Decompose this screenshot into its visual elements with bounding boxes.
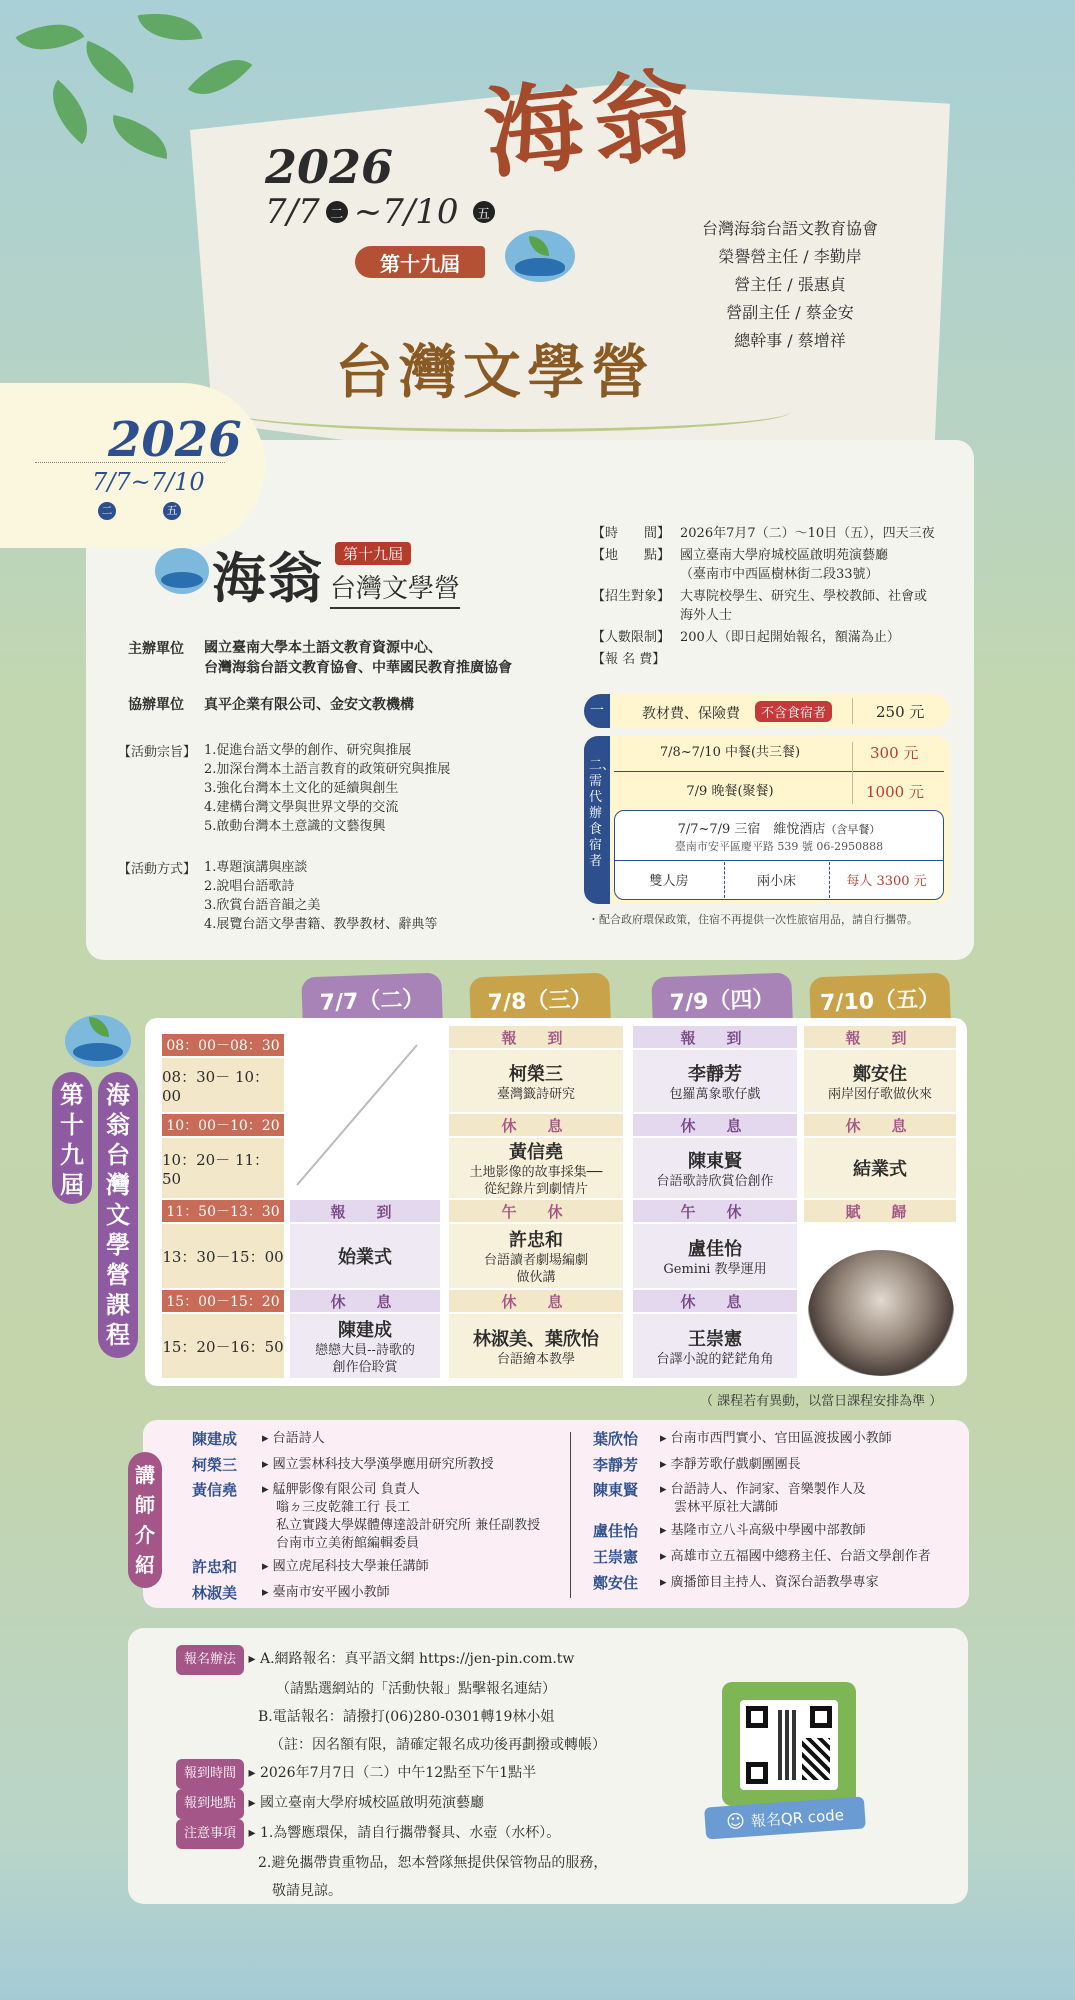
- day-tab-4: 7/10（五）: [809, 973, 951, 1026]
- whale-logo-small-icon: [155, 548, 209, 594]
- speaker-right-desc: ▸ 台南市西門實小、官田區渡拔國小教師: [660, 1431, 892, 1446]
- time-slot: 15：20－16：50: [162, 1314, 284, 1378]
- speaker-right-name: 葉欣怡: [593, 1430, 639, 1448]
- purpose-item: 1.促進台語文學的創作、研究與推展: [204, 743, 412, 758]
- d3-break-label: 休 息: [680, 1116, 750, 1135]
- speaker-desc-line: 國立雲林科技大學漢學應用研究所教授: [272, 1457, 494, 1472]
- header-title: 台灣文學營: [335, 338, 656, 406]
- speaker-desc-line: 嗡ㄉ三皮乾雜工行 長工: [276, 1500, 411, 1515]
- fee-part1-num: 一: [584, 694, 610, 728]
- organizer: [204, 638, 512, 678]
- method-list: [204, 858, 437, 934]
- detail-value: 大專院校學生、研究生、學校教師、社會或: [680, 589, 928, 604]
- d2-session-4: [449, 1314, 623, 1378]
- whale-logo-schedule-icon: [65, 1015, 131, 1067]
- d4-return-label: 賦 歸: [845, 1202, 915, 1221]
- detail-label: 【人數限制】: [592, 630, 671, 645]
- method-item: 1.專題演講與座談: [204, 860, 308, 875]
- purpose-item: 5.啟動台灣本土意識的文藝復興: [204, 819, 386, 834]
- co-organizer-label: 協辦單位: [128, 697, 184, 713]
- badge-divider: [35, 462, 225, 463]
- detail-row: [592, 650, 962, 669]
- room-price: 每人 3300 元: [846, 874, 927, 889]
- detail-label: 【時 間】: [592, 526, 671, 541]
- d2-session-3: [449, 1224, 623, 1288]
- schedule-side-title-1: 第十九屆: [52, 1072, 92, 1204]
- speaker-right-desc: ▸ 李靜芳歌仔戲劇團團長: [660, 1457, 801, 1472]
- speaker-right-desc: ▸ 台語詩人、作詞家、音樂製作人及 雲林平原社大講師: [660, 1482, 866, 1515]
- time-slot: 11：50－13：30: [162, 1200, 284, 1222]
- speaker-left-name: 陳建成: [192, 1430, 238, 1448]
- time-slot: 08：00－08：30: [162, 1034, 284, 1056]
- d2-checkin: [449, 1026, 623, 1048]
- fee-part2-label: 二、需代辦食宿者: [589, 758, 616, 869]
- speaker-left-name: 許忠和: [192, 1558, 238, 1576]
- registration-info: 報名辦法 ▸ A.網路報名：真平語文網 https://jen-pin.com.tw （請點選網站的「活動快報」點擊報名連結） B.電話報名：請撥打(06)280-0301轉19林小姐 （註：因名額有限，請確定報名成功後再劃撥或轉帳） 報到時間 ▸ 2026年7月7日（二）中午12點至下午1點半 報到地點 ▸ 國立臺南大學府城校區啟明苑演藝廳 注意事項 ▸ 1.為響應環保，請自行攜帶餐具、水壺（水杯）。 2.避免攜帶貴重物品，恕本營隊無提供保管物品的服務， 敬請見諒。: [176, 1645, 607, 1905]
- event-details: [592, 524, 962, 669]
- org-line: 營主任 / 張惠貞: [734, 275, 846, 294]
- d4-session-1: [804, 1050, 956, 1112]
- time-tag: 報到時間: [176, 1759, 244, 1789]
- detail-row: [592, 524, 962, 543]
- session-topic: 土地影像的故事採集──: [469, 1165, 603, 1180]
- method-tag: 報名辦法: [176, 1645, 244, 1675]
- org-line: 總幹事 / 蔡增祥: [734, 331, 846, 350]
- method-line: （註：因名額有限，請確定報名成功後再劃撥或轉帳）: [270, 1737, 606, 1753]
- session-topic: Gemini 教學運用: [663, 1261, 767, 1277]
- session-topic: 戀戀大員--詩歌的創作佮聆賞: [315, 1343, 415, 1375]
- d1-opening-label: 始業式: [338, 1247, 392, 1268]
- speaker-right-name: 王崇憲: [593, 1548, 639, 1566]
- d3-checkin-label: 報 到: [680, 1028, 750, 1047]
- d3-session-4: [633, 1314, 797, 1378]
- whale-logo-icon: [505, 230, 575, 282]
- speaker-right-name: 陳東賢: [593, 1481, 639, 1499]
- day-tab-2: 7/8（三）: [469, 973, 611, 1026]
- d3-checkin: [633, 1026, 797, 1048]
- notice-tag: 注意事項: [176, 1819, 244, 1849]
- detail-value: 國立臺南大學府城校區啟明苑演藝廳: [680, 548, 889, 563]
- session-topic: 兩岸囡仔歌做伙來: [827, 1086, 932, 1102]
- d2-session-1: [449, 1050, 623, 1112]
- speakers-title: 講師介紹: [128, 1452, 162, 1588]
- d4-return: [804, 1200, 956, 1222]
- info-logo-title: 台灣文學營: [330, 568, 460, 609]
- detail-row: [592, 628, 962, 647]
- speaker-desc-line: 臺南市安平國小教師: [272, 1585, 390, 1600]
- fee-dinner: 7/9 晚餐(聚餐): [686, 784, 774, 799]
- date-end: ~7/10: [353, 192, 459, 232]
- method-item: 3.欣賞台語音韻之美: [204, 898, 321, 913]
- badge-day1: 二: [98, 502, 116, 520]
- day-tab-1: 7/7（二）: [301, 973, 443, 1026]
- d3-session-2: [633, 1138, 797, 1198]
- speaker-right-desc: ▸ 基隆市立八斗高級中學國中部教師: [660, 1523, 866, 1538]
- hotel-note: （含早餐）: [825, 823, 881, 836]
- weekday-end: 五: [473, 201, 495, 223]
- organizer-label: 主辦單位: [128, 641, 184, 657]
- purpose-item: 4.建構台灣文學與世界文學的交流: [204, 800, 399, 815]
- badge-dates: 7/7~7/10: [92, 468, 205, 496]
- detail-label: 【報 名 費】: [592, 652, 666, 667]
- fee-dinner-price: 1000 元: [866, 783, 924, 801]
- header-organizers: [690, 215, 890, 355]
- speaker-name: 陳東賢: [688, 1150, 742, 1172]
- d2-session-2: [449, 1138, 623, 1198]
- d1-checkin: [290, 1200, 440, 1222]
- speaker-desc-line: 私立實踐大學媒體傳達設計研究所 兼任副教授: [276, 1518, 541, 1533]
- fee-part1-price: 250 元: [876, 703, 925, 721]
- time-slot: 13：30－15：00: [162, 1224, 284, 1288]
- d1-session: [290, 1314, 440, 1378]
- qr-label-text: 報名QR code: [750, 1805, 845, 1830]
- time-slot: 10：00－10：20: [162, 1114, 284, 1136]
- d4-break: [804, 1114, 956, 1136]
- speaker-right-name: 鄭安住: [593, 1574, 639, 1592]
- session-ribbon: 第十九屆: [355, 246, 485, 278]
- speakers-divider: [570, 1432, 571, 1598]
- schedule-note: （ 課程若有異動，以當日課程安排為準 ）: [700, 1394, 943, 1409]
- speaker-desc-line: 雲林平原社大講師: [674, 1500, 779, 1515]
- method-line: （請點選網站的「活動快報」點擊報名連結）: [276, 1681, 556, 1697]
- classroom-photo: [808, 1250, 954, 1376]
- speaker-name: 陳建成: [338, 1320, 392, 1341]
- session-topic: 從紀錄片到劇情片: [483, 1182, 588, 1197]
- purpose-item: 2.加深台灣本土語言教育的政策研究與推展: [204, 762, 451, 777]
- smile-icon: ☺: [725, 1810, 746, 1833]
- speaker-name: 李靜芳: [688, 1063, 742, 1085]
- org-line: 營副主任 / 蔡金安: [726, 303, 854, 322]
- checkin-time: 2026年7月7日（二）中午12點至下午1點半: [259, 1765, 537, 1781]
- fee-note: ・配合政府環保政策，住宿不再提供一次性旅宿用品，請自行攜帶。: [588, 913, 918, 926]
- hotel-line: [614, 860, 944, 861]
- notice-line: 1.為響應環保，請自行攜帶餐具、水壺（水杯）。: [259, 1825, 561, 1841]
- speaker-name: 王崇憲: [688, 1328, 742, 1350]
- notice-line: 2.避免攜帶貴重物品，恕本營隊無提供保管物品的服務，: [258, 1855, 608, 1871]
- checkin-place: 國立臺南大學府城校區啟明苑演藝廳: [259, 1795, 484, 1811]
- day-tab-3: 7/9（四）: [651, 973, 793, 1026]
- qr-code[interactable]: [740, 1700, 838, 1790]
- method-line: B.電話報名：請撥打(06)280-0301轉19林小姐: [258, 1709, 555, 1725]
- session-topic: 台語繪本教學: [496, 1351, 575, 1367]
- d1-break-label: 休 息: [330, 1292, 400, 1311]
- d2-break: [449, 1114, 623, 1136]
- detail-row: [592, 587, 962, 625]
- d4-closing: [804, 1138, 956, 1198]
- session-topic: 臺灣籤詩研究: [496, 1086, 575, 1102]
- speaker-left-name: 黃信堯: [192, 1481, 238, 1499]
- organizer-line: 國立臺南大學本土語文教育資源中心、: [204, 640, 442, 656]
- d1-checkin-label: 報 到: [330, 1202, 400, 1221]
- method-label: 【活動方式】: [118, 862, 197, 877]
- d1-opening: [290, 1224, 440, 1288]
- speaker-right-desc: ▸ 廣播節目主持人、資深台語教學專家: [660, 1575, 879, 1590]
- purpose-label: 【活動宗旨】: [118, 745, 197, 760]
- speaker-name: 許忠和: [509, 1230, 563, 1251]
- method-line: A.網路報名：真平語文網 https://jen-pin.com.tw: [259, 1651, 575, 1667]
- speaker-name: 盧佳怡: [688, 1238, 742, 1260]
- speaker-right-name: 李靜芳: [593, 1456, 639, 1474]
- d3-session-3: [633, 1224, 797, 1288]
- speaker-left-desc: ▸ 國立雲林科技大學漢學應用研究所教授: [262, 1457, 494, 1472]
- d3-lunch: [633, 1200, 797, 1222]
- speaker-left-name: 柯榮三: [192, 1456, 238, 1474]
- d4-checkin: [804, 1026, 956, 1048]
- d3-session-1: [633, 1050, 797, 1112]
- method-item: 2.說唱台語歌詩: [204, 879, 295, 894]
- speaker-right-name: 盧佳怡: [593, 1522, 639, 1540]
- detail-label: 【招生對象】: [592, 589, 671, 604]
- room-type: 雙人房: [649, 874, 689, 889]
- time-slot: 08：30－ 10：00: [162, 1058, 284, 1112]
- badge-year: 2026: [108, 412, 242, 468]
- fee-lunch-price: 300 元: [870, 744, 919, 762]
- speaker-name: 柯榮三: [509, 1063, 563, 1085]
- time-slot: 15：00－15：20: [162, 1290, 284, 1312]
- co-organizer: 真平企業有限公司、金安文教機構: [204, 697, 414, 713]
- hotel-title: 7/7~7/9 三宿 維悅酒店: [677, 822, 826, 837]
- hotel-name: [614, 818, 944, 837]
- speaker-desc-line: 國立虎尾科技大學兼任講師: [272, 1559, 429, 1574]
- speaker-desc-line: 李靜芳歌仔戲劇團團長: [670, 1457, 801, 1472]
- org-line: 榮譽營主任 / 李勤岸: [718, 247, 862, 266]
- fee-line: [614, 771, 944, 772]
- empty-slot-diagonal: [292, 1040, 422, 1190]
- fee-part1-tag: 不含食宿者: [755, 701, 832, 722]
- speaker-left-desc: ▸ 台語詩人: [262, 1431, 325, 1446]
- d4-break-label: 休 息: [845, 1116, 915, 1135]
- date-start: 7/7: [265, 192, 320, 232]
- d3-break-2: [633, 1290, 797, 1312]
- header-year: 2026: [265, 140, 394, 194]
- notice-line: 敬請見諒。: [272, 1883, 342, 1899]
- d1-break: [290, 1290, 440, 1312]
- d3-lunch-label: 午 休: [680, 1202, 750, 1221]
- speaker-left-desc: ▸ 臺南市安平國小教師: [262, 1585, 390, 1600]
- leaf-decoration: [76, 41, 144, 93]
- speaker-name: 鄭安住: [853, 1063, 907, 1085]
- d3-break: [633, 1114, 797, 1136]
- d2-break-label: 休 息: [501, 1292, 571, 1311]
- fee-part1-item: 教材費、保險費: [642, 706, 740, 722]
- speaker-desc-line: 台語詩人、作詞家、音樂製作人及: [670, 1482, 866, 1497]
- info-logo-brand: 海翁: [212, 546, 324, 610]
- session-topic: 包羅萬象歌仔戲: [669, 1086, 761, 1102]
- leaf-decoration: [108, 115, 173, 159]
- leaf-decoration: [36, 80, 104, 145]
- speaker-desc-line: 高雄市立五福國中總務主任、台語文學創作者: [670, 1549, 931, 1564]
- weekday-start: 二: [326, 201, 348, 223]
- leaf-decoration: [138, 5, 203, 49]
- speaker-left-desc: ▸ 艋舺影像有限公司 負責人 嗡ㄉ三皮乾雜工行 長工 私立實踐大學媒體傳達設計研究所 兼任副教授 台南市立美術館編輯委員: [262, 1482, 541, 1551]
- purpose-item: 3.強化台灣本土文化的延續與創生: [204, 781, 399, 796]
- header-brand: 海翁: [479, 56, 707, 193]
- speaker-left-name: 林淑美: [192, 1584, 238, 1602]
- detail-value: 海外人士: [680, 608, 733, 623]
- speaker-name: 林淑美、葉欣怡: [473, 1328, 599, 1350]
- session-topic: 台語讀者劇場編劇: [483, 1253, 588, 1268]
- speaker-desc-line: 基隆市立八斗高級中學國中部教師: [670, 1523, 866, 1538]
- detail-row: [592, 546, 962, 584]
- method-item: 4.展覽台語文學書籍、教學教材、辭典等: [204, 917, 438, 932]
- d2-lunch: [449, 1200, 623, 1222]
- detail-label: 【地 點】: [592, 548, 671, 563]
- speaker-desc-line: 廣播節目主持人、資深台語教學專家: [670, 1575, 879, 1590]
- leaf-decoration: [188, 43, 253, 111]
- speaker-desc-line: 台南市西門實小、官田區渡拔國小教師: [670, 1431, 892, 1446]
- info-logo-session: 第十九屆: [335, 542, 411, 565]
- d3-break-label: 休 息: [680, 1292, 750, 1311]
- leaf-decoration: [16, 7, 85, 66]
- d2-break-2: [449, 1290, 623, 1312]
- badge-day2: 五: [163, 502, 181, 520]
- purpose-list: [204, 741, 450, 836]
- schedule-side-title-2: 海翁台灣文學營課程: [98, 1072, 138, 1358]
- fee-lunch: 7/8~7/10 中餐(共三餐): [659, 745, 801, 760]
- session-topic: 做伙講: [516, 1270, 556, 1285]
- fee-divider: [852, 698, 853, 724]
- bed-type: 兩小床: [756, 874, 796, 889]
- speaker-left-desc: ▸ 國立虎尾科技大學兼任講師: [262, 1559, 429, 1574]
- detail-value: 200人（即日起開始報名，額滿為止）: [680, 630, 900, 645]
- d2-checkin-label: 報 到: [501, 1028, 571, 1047]
- speaker-desc-line: 台南市立美術館編輯委員: [276, 1536, 420, 1551]
- d4-checkin-label: 報 到: [845, 1028, 915, 1047]
- org-line: 台灣海翁台語文教育協會: [701, 219, 878, 238]
- speaker-desc-line: 艋舺影像有限公司 負責人: [272, 1482, 420, 1497]
- detail-value: （臺南市中西區樹林街二段33號）: [680, 567, 879, 582]
- organizer-line: 台灣海翁台語文教育協會、中華國民教育推廣協會: [204, 660, 512, 676]
- speaker-right-desc: ▸ 高雄市立五福國中總務主任、台語文學創作者: [660, 1549, 931, 1564]
- d2-break-label: 休 息: [501, 1116, 571, 1135]
- header-dates: [265, 192, 495, 232]
- session-topic: 台譯小說的鋩鋩角角: [656, 1351, 774, 1367]
- hotel-address: 臺南市安平區慶平路 539 號 06-2950888: [674, 840, 884, 853]
- speaker-name: 黃信堯: [509, 1142, 563, 1163]
- time-slot: 10：20－ 11：50: [162, 1138, 284, 1198]
- fee-divider: [852, 742, 853, 804]
- place-tag: 報到地點: [176, 1789, 244, 1819]
- d2-lunch-label: 午 休: [501, 1202, 571, 1221]
- d4-closing-label: 結業式: [853, 1159, 907, 1180]
- detail-value: 2026年7月7（二）～10日（五），四天三夜: [680, 526, 935, 541]
- session-topic: 台語歌詩欣賞佮創作: [656, 1173, 774, 1189]
- speaker-desc-line: 台語詩人: [272, 1431, 325, 1446]
